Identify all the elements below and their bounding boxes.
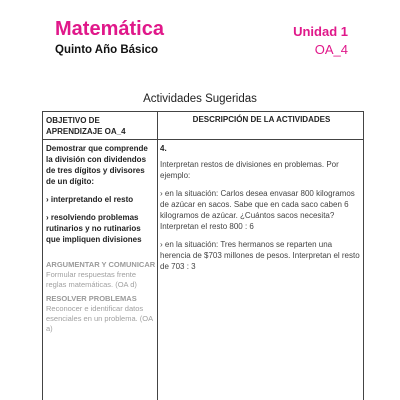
section-title: Actividades Sugeridas [143, 93, 257, 105]
skill-description: Formular respuestas frente reglas matemáticas. (OA d) [46, 270, 137, 289]
column-divider [157, 112, 158, 400]
page-title: Matemática [55, 18, 164, 40]
skills-block [46, 260, 156, 338]
oa-label: OA_4 [314, 42, 348, 57]
objective-text: Demostrar que comprende la división con dividendos de tres dígitos y divisores de un dígito: [46, 144, 148, 186]
objective-bullet: › resolviendo problemas rutinarios y no rutinarios que impliquen divisiones [46, 213, 142, 244]
objective-cell [46, 143, 156, 245]
description-column-header: DESCRIPCIÓN DE LA ACTIVIDADES [192, 115, 331, 124]
page-subtitle: Quinto Año Básico [55, 44, 159, 56]
skill-title: ARGUMENTAR Y COMUNICAR [46, 260, 156, 269]
skill-title: RESOLVER PROBLEMAS [46, 294, 137, 303]
unit-label: Unidad 1 [293, 24, 348, 39]
activity-cell [160, 143, 360, 279]
activities-table [42, 111, 364, 400]
header-divider [43, 139, 363, 140]
skill-description: Reconocer e identificar datos esenciales en un problema. (OA a) [46, 304, 153, 333]
activity-intro: Interpretan restos de divisiones en problemas. Por ejemplo: [160, 160, 339, 180]
objective-column-header: OBJETIVO DE APRENDIZAJE OA_4 [46, 116, 126, 136]
objective-bullet: › interpretando el resto [46, 195, 134, 204]
activity-number: 4. [160, 144, 167, 153]
activity-item: › en la situación: Tres hermanos se reparten una herencia de $703 millones de pesos. Interpretan el resto de 703 : 3 [160, 240, 360, 271]
activity-item: › en la situación: Carlos desea envasar 800 kilogramos de azúcar en sacos. Sabe que en cada saco caben 6 kilogramos de azúcar. ¿Cuántos sacos necesita? Interpretan el resto 800 : 6 [160, 189, 355, 231]
